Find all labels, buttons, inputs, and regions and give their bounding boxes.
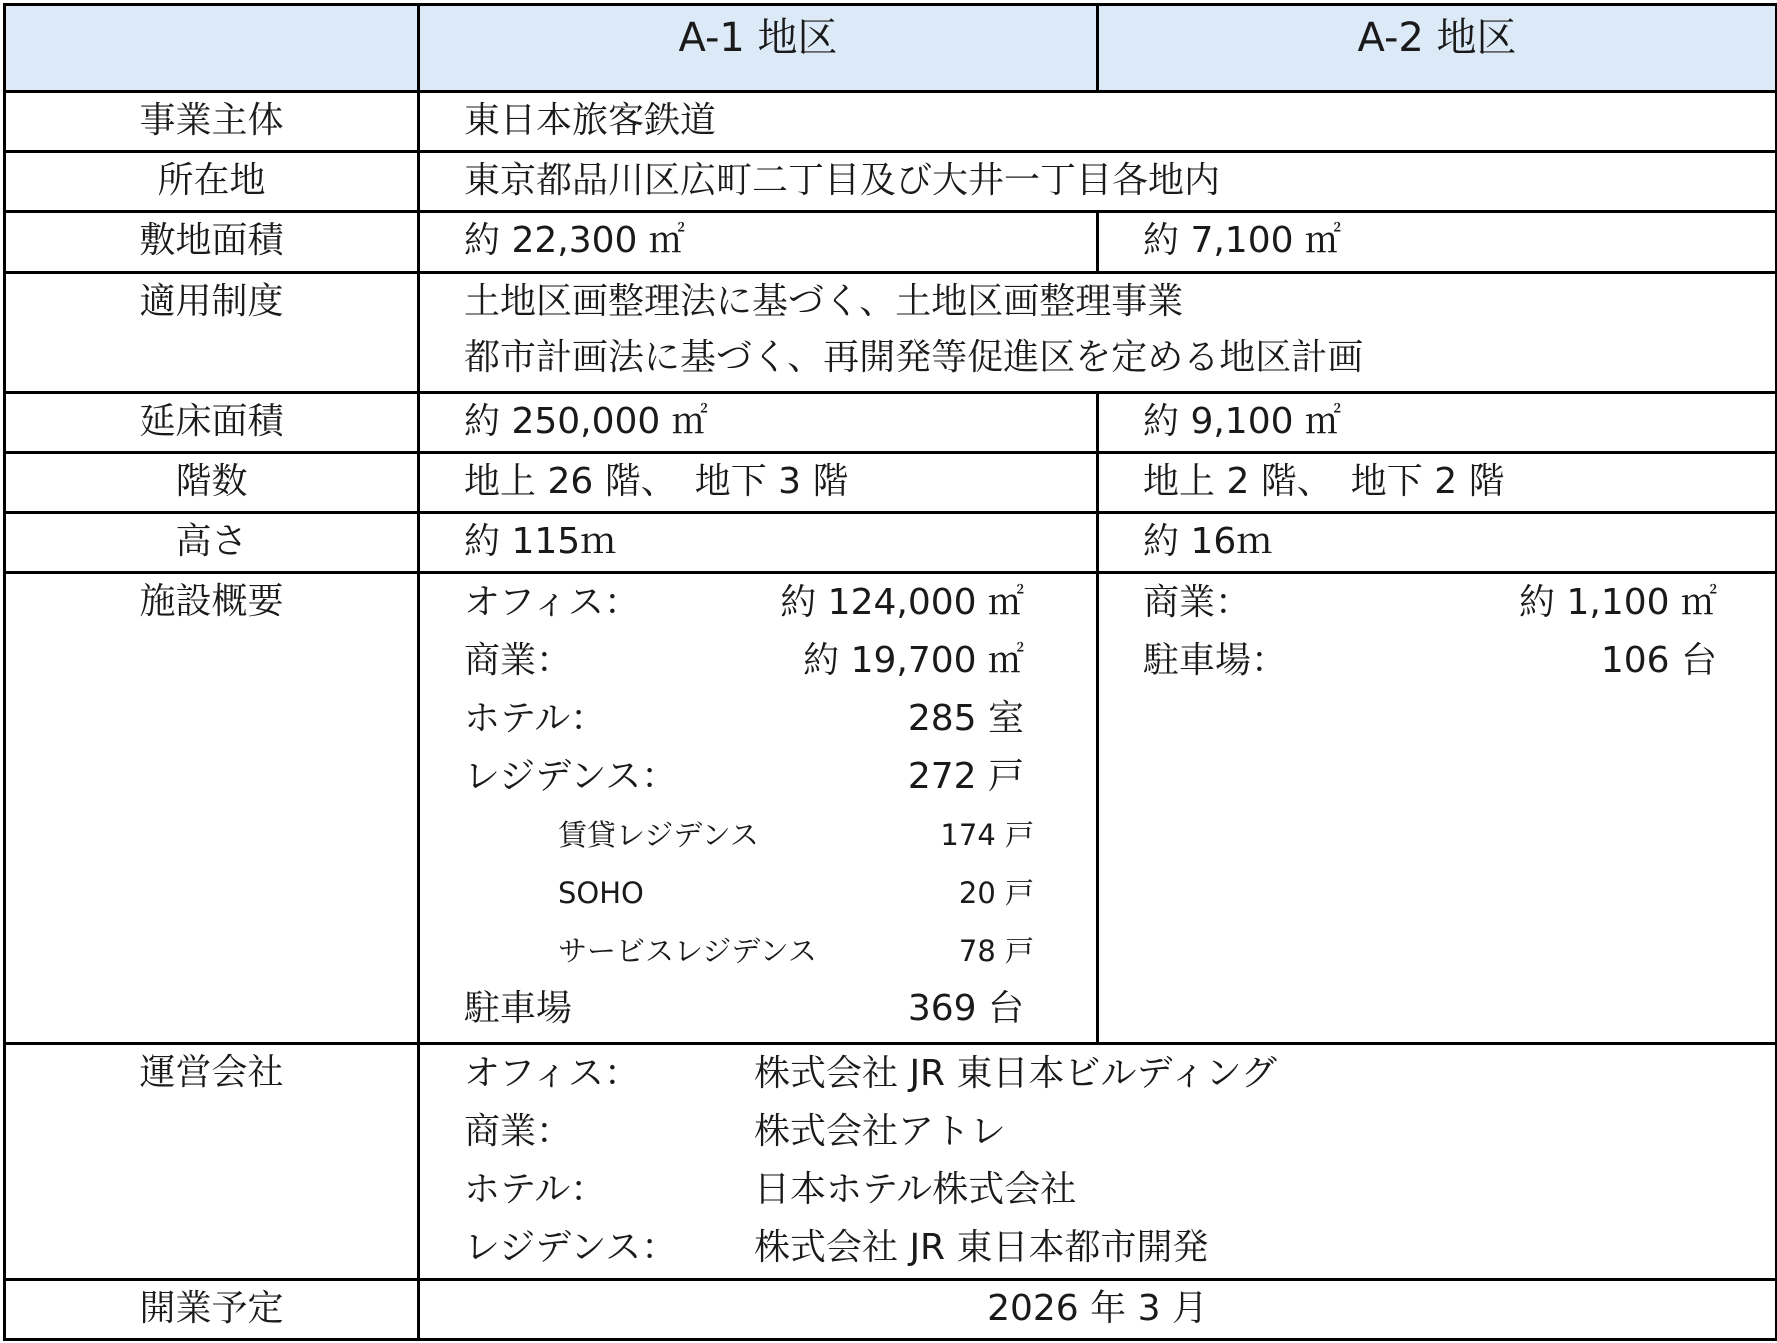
header-empty-cell bbox=[5, 5, 419, 92]
facility-item bbox=[1143, 632, 1717, 690]
facility-value: 272 戸 bbox=[907, 756, 1024, 798]
sub-key: 賃貸レジデンス bbox=[558, 818, 759, 853]
facility-value: 369 台 bbox=[907, 988, 1024, 1030]
facility-key: 駐車場： bbox=[1143, 640, 1288, 682]
row-floor-area bbox=[5, 392, 1777, 452]
label-business: 事業主体 bbox=[5, 92, 419, 152]
row-operators bbox=[5, 1044, 1777, 1280]
operator-item bbox=[464, 1161, 1775, 1219]
facility-item bbox=[464, 632, 1024, 690]
residence-sub-item bbox=[558, 806, 1034, 864]
operator-value: 株式会社アトレ bbox=[754, 1111, 1007, 1153]
facility-key: 駐車場 bbox=[464, 988, 573, 1030]
value-location: 東京都品川区広町二丁目及び大井一丁目各地内 bbox=[419, 152, 1777, 212]
value-floors-a2: 地上 2 階、 地下 2 階 bbox=[1098, 452, 1777, 512]
operator-key: オフィス： bbox=[464, 1053, 641, 1095]
row-height bbox=[5, 513, 1777, 573]
value-floor-area-a2: 約 9,100 ㎡ bbox=[1098, 392, 1777, 452]
row-location bbox=[5, 152, 1777, 212]
label-height: 高さ bbox=[5, 513, 419, 573]
label-system: 適用制度 bbox=[5, 272, 419, 392]
operator-item bbox=[464, 1103, 1775, 1161]
label-location: 所在地 bbox=[5, 152, 419, 212]
facility-item bbox=[464, 690, 1024, 748]
sub-value: 78 戸 bbox=[958, 934, 1034, 969]
row-system bbox=[5, 272, 1777, 392]
facility-key: ホテル： bbox=[464, 698, 607, 740]
label-floors: 階数 bbox=[5, 452, 419, 512]
facility-parking bbox=[464, 980, 1024, 1038]
operator-key: 商業： bbox=[464, 1111, 573, 1153]
label-opening: 開業予定 bbox=[5, 1279, 419, 1339]
value-site-area-a2: 約 7,100 ㎡ bbox=[1098, 212, 1777, 272]
system-line-2: 都市計画法に基づく、再開発等促進区を定める地区計画 bbox=[464, 336, 1364, 378]
facility-item bbox=[1143, 574, 1717, 632]
facility-value: 106 台 bbox=[1600, 640, 1717, 682]
value-height-a1: 約 115ｍ bbox=[419, 513, 1098, 573]
value-site-area-a1: 約 22,300 ㎡ bbox=[419, 212, 1098, 272]
value-floors-a1: 地上 26 階、 地下 3 階 bbox=[419, 452, 1098, 512]
value-floor-area-a1: 約 250,000 ㎡ bbox=[419, 392, 1098, 452]
operator-value: 株式会社 JR 東日本ビルディング bbox=[754, 1053, 1277, 1095]
operator-value: 株式会社 JR 東日本都市開発 bbox=[754, 1227, 1209, 1269]
row-floors bbox=[5, 452, 1777, 512]
facility-item bbox=[464, 748, 1024, 806]
facility-key: 商業： bbox=[464, 640, 573, 682]
residence-sub-item bbox=[558, 864, 1034, 922]
header-row bbox=[5, 5, 1777, 92]
sub-value: 20 戸 bbox=[958, 876, 1034, 911]
facility-value: 約 124,000 ㎡ bbox=[780, 582, 1024, 624]
sub-key: SOHO bbox=[558, 876, 644, 911]
facility-item bbox=[464, 574, 1024, 632]
header-a2: A-2 地区 bbox=[1098, 5, 1777, 92]
value-operators bbox=[419, 1044, 1777, 1280]
value-opening: 2026 年 3 月 bbox=[419, 1279, 1777, 1339]
row-opening bbox=[5, 1279, 1777, 1339]
facility-value: 285 室 bbox=[907, 698, 1024, 740]
facility-key: 商業： bbox=[1143, 582, 1252, 624]
project-overview-table bbox=[3, 3, 1777, 1341]
value-facilities-a1 bbox=[419, 573, 1098, 1044]
header-a1: A-1 地区 bbox=[419, 5, 1098, 92]
label-operators: 運営会社 bbox=[5, 1044, 419, 1280]
operator-item bbox=[464, 1045, 1775, 1103]
value-height-a2: 約 16ｍ bbox=[1098, 513, 1777, 573]
operator-key: レジデンス： bbox=[464, 1227, 678, 1269]
system-line-1: 土地区画整理法に基づく、土地区画整理事業 bbox=[464, 280, 1184, 322]
value-facilities-a2 bbox=[1098, 573, 1777, 1044]
residence-sub-item bbox=[558, 922, 1034, 980]
operator-value: 日本ホテル株式会社 bbox=[754, 1169, 1077, 1211]
facility-key: レジデンス： bbox=[464, 756, 678, 798]
operator-item bbox=[464, 1219, 1775, 1277]
row-facilities bbox=[5, 573, 1777, 1044]
sub-key: サービスレジデンス bbox=[558, 934, 817, 969]
row-site-area bbox=[5, 212, 1777, 272]
label-facilities: 施設概要 bbox=[5, 573, 419, 1044]
row-business bbox=[5, 92, 1777, 152]
facility-key: オフィス： bbox=[464, 582, 641, 624]
operator-key: ホテル： bbox=[464, 1169, 607, 1211]
label-floor-area: 延床面積 bbox=[5, 392, 419, 452]
facility-value: 約 1,100 ㎡ bbox=[1519, 582, 1717, 624]
value-system bbox=[419, 272, 1777, 392]
sub-value: 174 戸 bbox=[940, 818, 1034, 853]
value-business: 東日本旅客鉄道 bbox=[419, 92, 1777, 152]
label-site-area: 敷地面積 bbox=[5, 212, 419, 272]
facility-value: 約 19,700 ㎡ bbox=[803, 640, 1024, 682]
